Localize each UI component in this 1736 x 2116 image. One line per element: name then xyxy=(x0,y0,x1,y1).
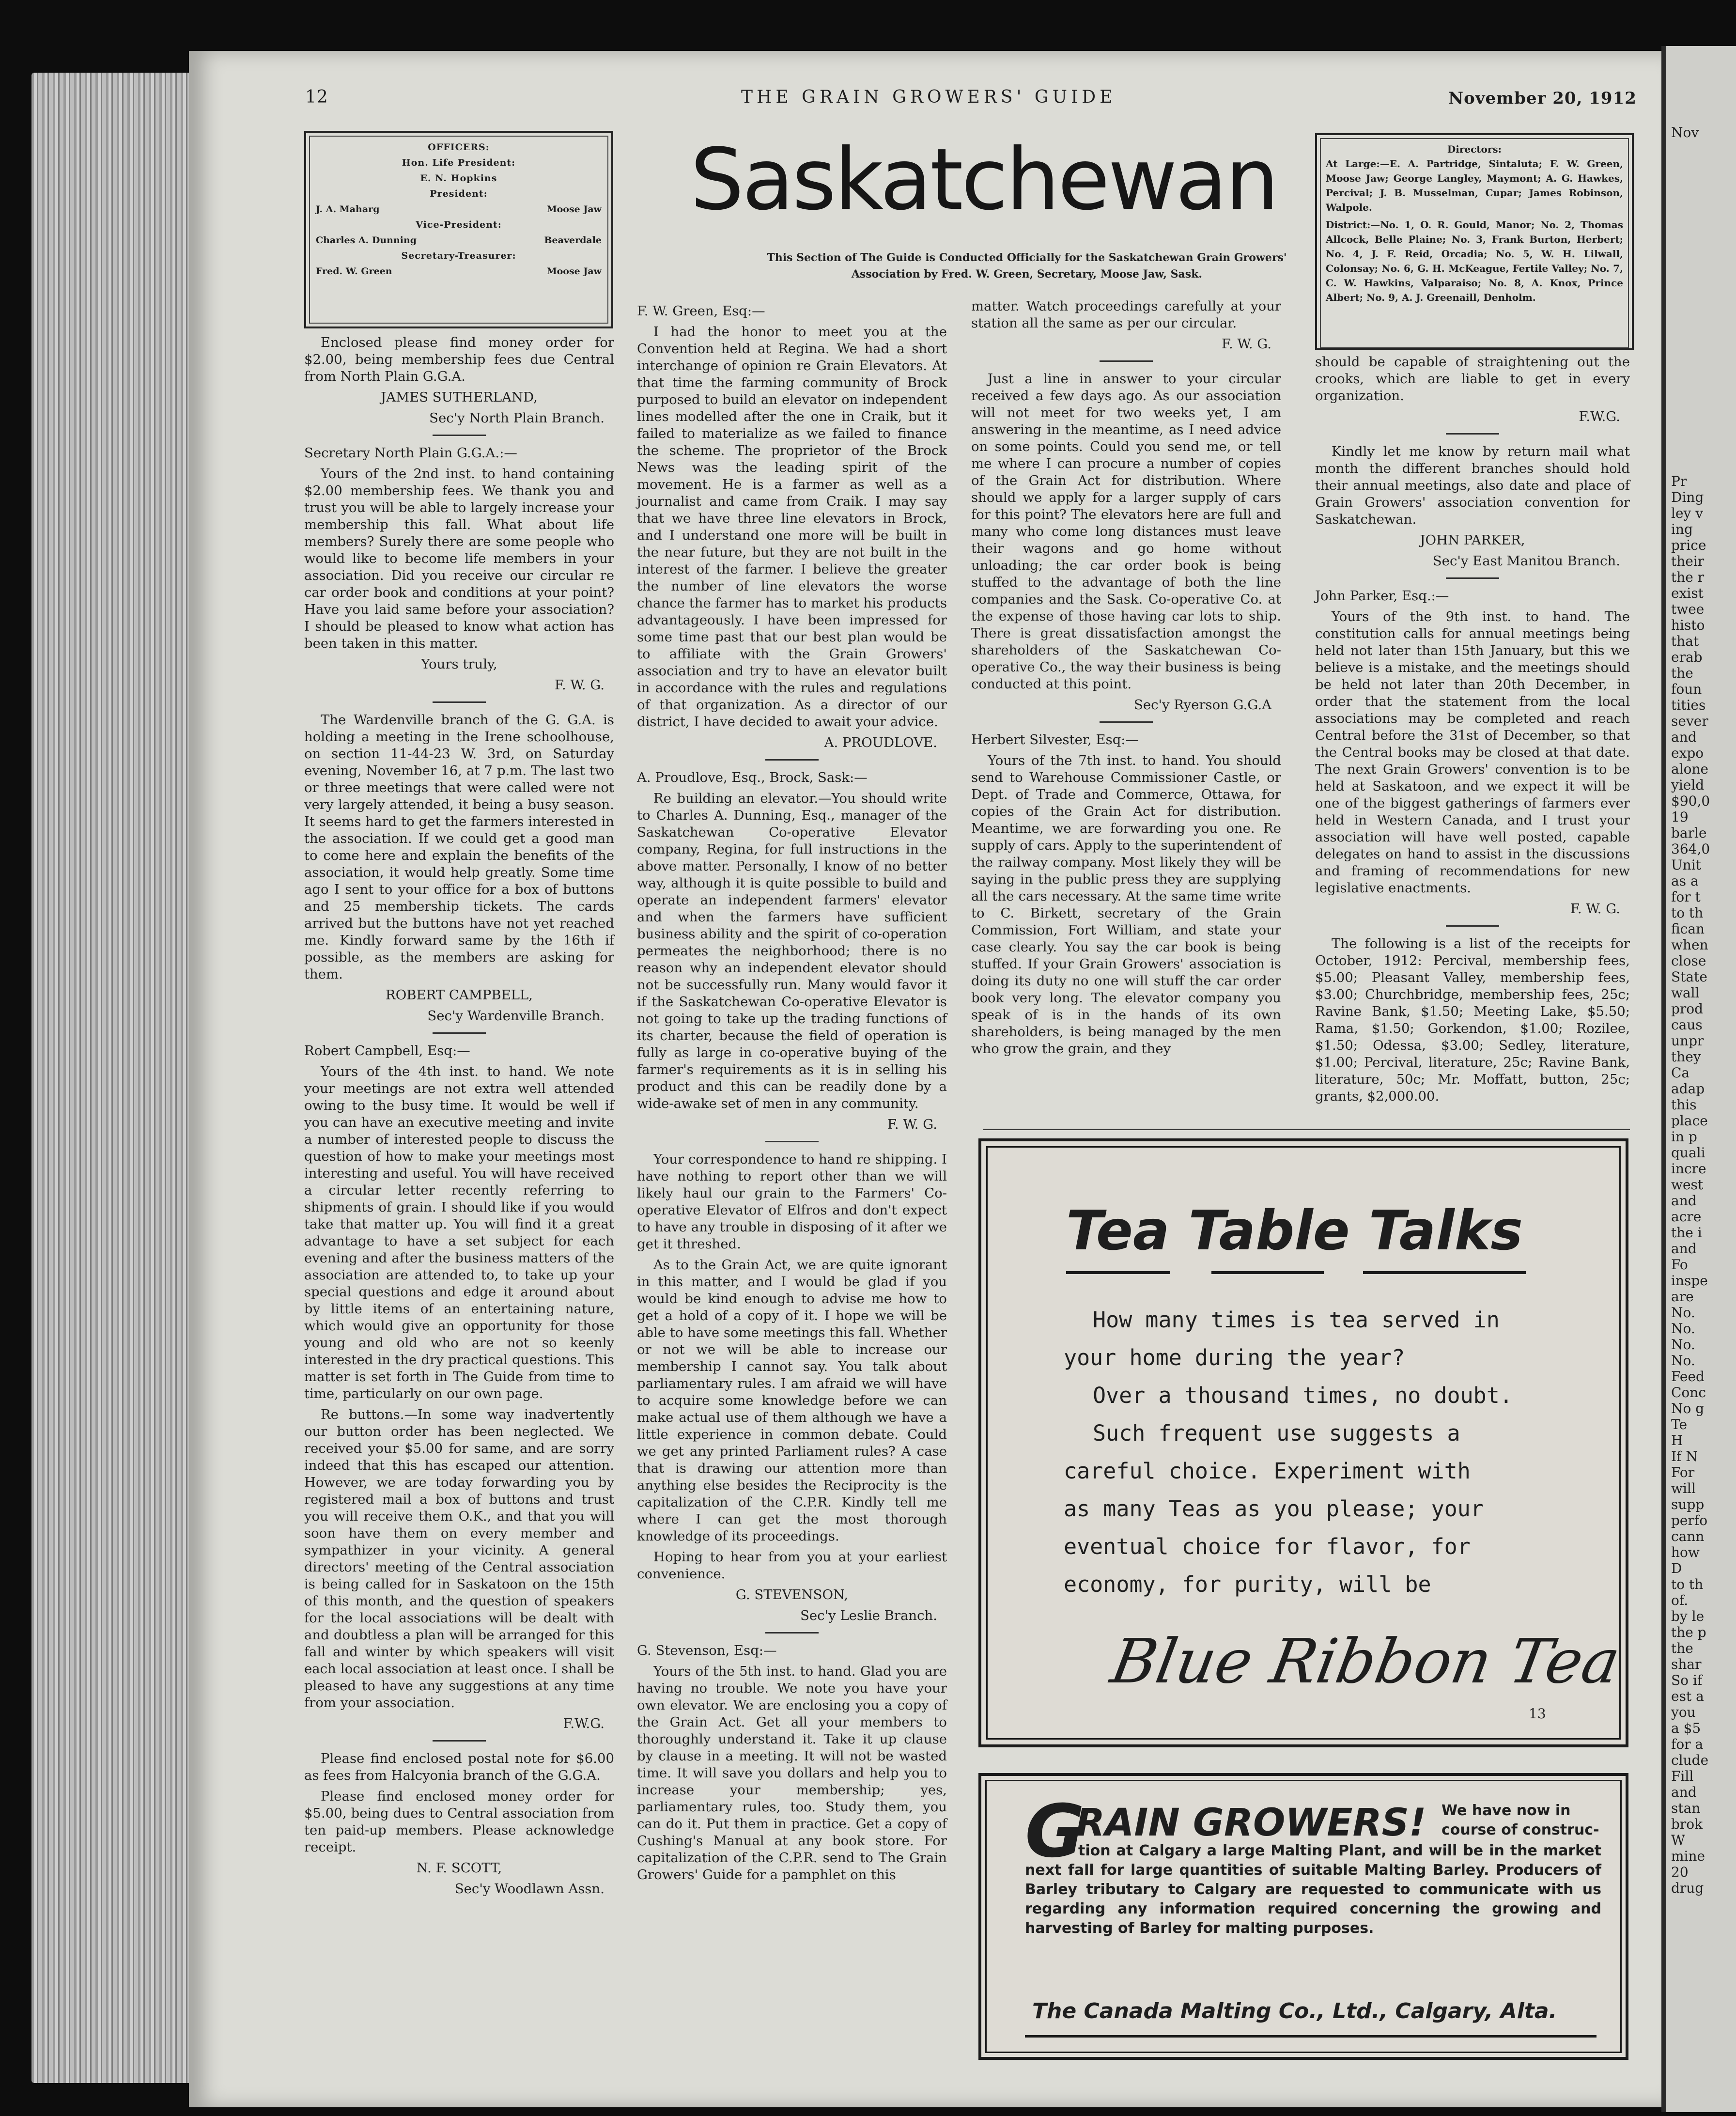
column-rule xyxy=(433,1032,486,1034)
next-page-line: clude xyxy=(1671,1752,1709,1768)
next-page-line: brok xyxy=(1671,1816,1703,1832)
paragraph: JOHN PARKER, xyxy=(1420,532,1525,548)
paragraph: ROBERT CAMPBELL, xyxy=(386,987,533,1003)
paragraph: F.W.G. xyxy=(1579,409,1620,424)
next-page-line: in p xyxy=(1671,1129,1697,1145)
next-page-line: No. xyxy=(1671,1305,1695,1321)
hon-president-label: Hon. Life President: xyxy=(402,157,516,168)
paragraph: Sec'y Leslie Branch. xyxy=(800,1608,937,1623)
next-page-line: No. xyxy=(1671,1321,1695,1337)
column-1 xyxy=(304,334,614,1901)
next-page-line: shar xyxy=(1671,1656,1702,1672)
paragraph: The following is a list of the receipts for October, 1912: Percival, membership fees, $5.00; Pleasant Valley, membership fees, $3.00; Churchbridge, membership fees, 25c; Ravine Bank, $1.50; Meeting Lake, $5.50; Rama, $1.50; Gorkendon, $1.00; Rozilee, $1.50; Odessa, $3.00; Sedley, literature, $1.00; Percival, literature, 25c; Ravine Bank, literature, 50c; Mr. Moffatt, button, 25c; grants, $2,000.00. xyxy=(1315,936,1630,1104)
next-page-line: close xyxy=(1671,953,1706,969)
next-page-line: D xyxy=(1671,1560,1682,1576)
next-page-line: est a xyxy=(1671,1688,1704,1704)
paragraph: F. W. Green, Esq:— xyxy=(637,303,765,319)
president-label: President: xyxy=(430,188,488,199)
paragraph: Your correspondence to hand re shipping. I have nothing to report other than we will likely haul our grain to the Farmers' Co-operative Elevator of Elfros and don't expect to have any trouble in disposing of it after we get it threshed. xyxy=(637,1151,947,1252)
next-page-line: If N xyxy=(1671,1448,1698,1464)
next-page-line: Feed xyxy=(1671,1369,1705,1385)
paragraph: Herbert Silvester, Esq:— xyxy=(971,732,1139,747)
next-page-line: State xyxy=(1671,969,1707,985)
next-page-line: Conc xyxy=(1671,1385,1706,1400)
column-rule xyxy=(433,1740,486,1742)
paragraph: Hoping to hear from you at your earliest convenience. xyxy=(637,1549,947,1582)
column-3 xyxy=(971,298,1281,1061)
next-page-line: No. xyxy=(1671,1353,1695,1369)
paragraph: F.W.G. xyxy=(563,1716,604,1731)
next-page-date-fragment: Nov xyxy=(1671,124,1699,140)
paragraph: should be capable of straightening out the crooks, which are liable to get in every organization. xyxy=(1315,354,1630,404)
paragraph: A. Proudlove, Esq., Brock, Sask:— xyxy=(637,770,868,785)
next-page-line: No. xyxy=(1671,1337,1695,1353)
paragraph: Sec'y Wardenville Branch. xyxy=(427,1008,604,1024)
next-page-line: prod xyxy=(1671,1001,1704,1017)
next-page-line: wall xyxy=(1671,985,1700,1001)
next-page-line: perfo xyxy=(1671,1512,1708,1528)
directors-title: Directors: xyxy=(1447,143,1502,155)
next-page-line: So if xyxy=(1671,1672,1703,1688)
bound-pages-edge xyxy=(31,73,191,2083)
newspaper-page xyxy=(189,51,1664,2107)
paragraph: Yours of the 9th inst. to hand. The constitution calls for annual meetings being held not later than 15th January, but this we believe is a mistake, and the meetings should be held not later than 20th December, in order that the statement from the local associations may be completed and reach Central before the 31st of December, so that the Central books may be closed at that date. The next Grain Growers' convention is to be held at Saskatoon, and we expect it will be one of the biggest gatherings of farmers ever held in Western Canada, and I trust your association will have well posted, capable delegates on hand to assist in the discussions and framing of recommendations for new legislative enactments. xyxy=(1315,609,1630,896)
column-rule xyxy=(765,1141,819,1142)
next-page-line: Fill xyxy=(1671,1768,1694,1784)
next-page-line: cann xyxy=(1671,1528,1705,1544)
blue-ribbon-tea-logo: Blue Ribbon Tea xyxy=(1106,1626,1626,1697)
next-page-line: Fo xyxy=(1671,1257,1688,1273)
next-page-line: the i xyxy=(1671,1225,1702,1241)
paragraph: Robert Campbell, Esq:— xyxy=(304,1043,470,1058)
secretary-label: Secretary-Treasurer: xyxy=(401,250,516,261)
next-page-line: the r xyxy=(1671,569,1705,585)
directors-district: District:—No. 1, O. R. Gould, Manor; No. 2, Thomas Allcock, Belle Plaine; No. 3, Frank Burton, Herbert; No. 4, J. F. Reid, Orcadia; No. 5, W. H. Lilwall, Colonsay; No. 6, G. H. McKeague, Fertile Valley; No. 7, C. W. Hawkins, Valparaiso; No. 8, A. Knox, Prince Albert; No. 9, A. J. Greenaill, Denholm. xyxy=(1326,219,1623,303)
next-page-line: 364,0 xyxy=(1671,841,1710,857)
next-page-line: will xyxy=(1671,1480,1696,1496)
grain-ad-bottom-rule xyxy=(1025,2035,1596,2038)
section-subtitle: This Section of The Guide is Conducted Officially for the Saskatchewan Grain Growers' Association by Fred. W. Green, Secretary, Moose Jaw, Sask. xyxy=(767,251,1287,280)
directors-at-large: At Large:—E. A. Partridge, Sintaluta; F. W. Green, Moose Jaw; George Langley, Maymont; A. G. Hawkes, Percival; J. B. Musselman, Cupar; James Robinson, Walpole. xyxy=(1326,158,1623,213)
column-rule xyxy=(1446,577,1499,579)
next-page-line: foun xyxy=(1671,681,1702,697)
paragraph: N. F. SCOTT, xyxy=(416,1860,502,1876)
next-page-line: and xyxy=(1671,1241,1697,1257)
vice-president-row: Charles A. Dunning Beaverdale xyxy=(316,235,602,246)
section-title: Saskatchewan xyxy=(690,131,1277,229)
next-page-line: sever xyxy=(1671,713,1708,729)
next-page-line: for a xyxy=(1671,1736,1704,1752)
next-page-line: quali xyxy=(1671,1145,1705,1161)
next-page-line: incre xyxy=(1671,1161,1706,1177)
next-page-line: ing xyxy=(1671,521,1693,537)
paragraph: Secretary North Plain G.G.A.:— xyxy=(304,445,517,461)
paragraph: Yours of the 5th inst. to hand. Glad you are having no trouble. We note you have your own elevator. We are enclosing you a copy of the Grain Act. Get all your members to thoroughly understand it. Take it up clause by clause in a meeting. It will not be wasted time. It will save you dollars and help you to increase your membership; yes, parliamentary rules, too. Study them, you can do it. Put them in practice. Get a copy of Cushing's Manual at any book store. For capitalization of the C.P.R. send to The Grain Growers' Guide for a pamphlet on this xyxy=(637,1664,947,1883)
paragraph: Sec'y East Manitou Branch. xyxy=(1432,553,1620,569)
paragraph: Re building an elevator.—You should write to Charles A. Dunning, Esq., manager of the Saskatchewan Co-operative Elevator company, Regina, for full instructions in the above matter. Personally, I know of no better way, although it is quite possible to build and operate an independent farmers' elevator and when the farmers have sufficient business ability and the spirit of co-operation permeates the neighborhood; there is no reason why an independent elevator should not be successfully run. Many would favor it if the Saskatchewan Co-operative Elevator is not going to take up the trading functions of its charter, because the field of operation is fully as large in co-operative buying of the farmer's requirements as it is in selling his product and this can be readily done by a wide-awake set of men in any community. xyxy=(637,791,947,1111)
next-page-line: Ca xyxy=(1671,1065,1690,1081)
next-page-line: how xyxy=(1671,1544,1700,1560)
next-page-line: you xyxy=(1671,1704,1696,1720)
next-page-line: For xyxy=(1671,1464,1695,1480)
next-page-line: unpr xyxy=(1671,1033,1704,1049)
hon-president-name: E. N. Hopkins xyxy=(420,173,497,184)
paragraph: The Wardenville branch of the G. G.A. is holding a meeting in the Irene schoolhouse, on section 11-44-23 W. 3rd, on Saturday evening, November 16, at 7 p.m. The last two or three meetings that were called were not very largely attended, it being a busy season. It seems hard to get the farmers interested in the association. If we could get a good man to come here and explain the benefits of the association, it would help greatly. Some time ago I sent to your office for a box of buttons and 25 membership tickets. The cards arrived but the buttons have not yet reached me. Kindly forward same by the 16th if possible, as the members are asking for them. xyxy=(304,712,614,982)
grain-ad-intro: We have now in course of construc- xyxy=(1442,1802,1599,1838)
next-page-line: by le xyxy=(1671,1608,1705,1624)
column-rule xyxy=(1100,721,1153,723)
next-page-line: Ding xyxy=(1671,489,1704,505)
next-page-fragment xyxy=(1661,46,1736,2112)
next-page-line: the p xyxy=(1671,1624,1706,1640)
next-page-line: as a xyxy=(1671,873,1699,889)
next-page-line: W xyxy=(1671,1832,1685,1848)
next-page-line: the xyxy=(1671,1640,1693,1656)
president-row: J. A. Maharg Moose Jaw xyxy=(316,204,602,215)
next-page-line: acre xyxy=(1671,1209,1702,1225)
next-page-line: barle xyxy=(1671,825,1707,841)
next-page-line: of. xyxy=(1671,1592,1689,1608)
paragraph: Yours of the 4th inst. to hand. We note your meetings are not extra well attended owing to the busy time. It would be well if you can have an executive meeting and invite a number of interested people to discuss the question of how to make your meetings most interesting and useful. You will have received a circular letter recently referring to shipments of grain. I should like if you would take that matter up. You will find it a great advantage to have a set subject for each evening and after the business matters of the association are attended to, to take up your special questions and edge it around about by little items of an entertaining nature, which would give an opportunity for those young and old who are not so keenly interested in the dry practical questions. This matter is set forth in The Guide from time to time, particularly on our own page. xyxy=(304,1064,614,1401)
next-page-line: and xyxy=(1671,1784,1697,1800)
officers-box xyxy=(304,131,613,328)
next-page-line: 20 xyxy=(1671,1864,1689,1880)
grain-ad-footer: The Canada Malting Co., Ltd., Calgary, Alta. xyxy=(1032,1999,1557,2023)
publication-title: THE GRAIN GROWERS' GUIDE xyxy=(741,87,1116,107)
ad-separator-rule xyxy=(983,1129,1630,1130)
tea-title-underline xyxy=(1066,1271,1170,1274)
officers-title: OFFICERS: xyxy=(428,142,490,153)
next-page-line: 19 xyxy=(1671,809,1689,825)
paragraph: Enclosed please find money order for $2.00, being membership fees due Central from North Plain G.G.A. xyxy=(304,335,614,384)
next-page-line: price xyxy=(1671,537,1706,553)
paragraph: Sec'y Ryerson G.G.A xyxy=(1134,697,1271,713)
next-page-line: this xyxy=(1671,1097,1697,1113)
paragraph: Sec'y North Plain Branch. xyxy=(429,410,604,426)
next-page-line: they xyxy=(1671,1049,1701,1065)
page-number: 12 xyxy=(305,87,328,107)
column-rule xyxy=(1446,433,1499,435)
next-page-line: caus xyxy=(1671,1017,1703,1033)
next-page-line: a $5 xyxy=(1671,1720,1701,1736)
column-rule xyxy=(1446,925,1499,927)
next-page-line: place xyxy=(1671,1113,1708,1129)
column-rule xyxy=(765,759,819,761)
next-page-line: and xyxy=(1671,729,1697,745)
column-4 xyxy=(1315,354,1630,1109)
paragraph: A. PROUDLOVE. xyxy=(824,735,937,750)
paragraph: G. Stevenson, Esq:— xyxy=(637,1643,777,1658)
next-page-line: stan xyxy=(1671,1800,1701,1816)
next-page-line: exist xyxy=(1671,585,1704,601)
next-page-line: yield xyxy=(1671,777,1705,793)
next-page-line: fican xyxy=(1671,921,1705,937)
vice-president-label: Vice-President: xyxy=(416,219,502,230)
next-page-line: are xyxy=(1671,1289,1694,1305)
tea-title-underline xyxy=(1363,1271,1526,1274)
next-page-line: $90,0 xyxy=(1671,793,1710,809)
paragraph: Just a line in answer to your circular received a few days ago. As our association will not meet for two weeks yet, I am answering in the meantime, as I need advice on some points. Could you send me, or tell me where I can procure a number of copies of the Grain Act for distribution. Where should we apply for a larger supply of cars for this point? The elevators here are full and many who come long distances must leave their wagons and go home without unloading; the car order book is being stuffed to the advantage of both the line companies and the Sask. Co-operative Co. at the expense of those having car lots to ship. There is great dissatisfaction amongst the shareholders of the Saskatchewan Co-operative Co., the way their business is being conducted at this point. xyxy=(971,371,1281,692)
paragraph: I had the honor to meet you at the Convention held at Regina. We had a short interchange of opinion re Grain Elevators. At that time the farming community of Brock purposed to build an elevator on independent lines modelled after the one in Craik, but it failed to materialize as we failed to finance the scheme. The proprietor of the Brock News was the leading spirit of the movement. He is a farmer as well as a journalist and came from Craik. I may say that we have three line elevators in Brock, and I understand one more will be built in the near future, but they are not built in the interest of the farmer. I believe the greater the number of line elevators the worse chance the farmer has to market his products advantageously. I have been impressed for some time past that our best plan would be to affiliate with the Grain Growers' association and try to have an elevator built in accordance with the rules and regulations of that organization. As a director of our district, I have decided to await your advice. xyxy=(637,324,947,730)
next-page-line: drug xyxy=(1671,1880,1704,1896)
tea-ad-title: Tea Table Talks xyxy=(1066,1199,1523,1262)
canada-malting-advertisement xyxy=(978,1773,1628,2060)
tea-title-underline xyxy=(1211,1271,1324,1274)
paragraph: Yours of the 2nd inst. to hand containing $2.00 membership fees. We thank you and trust you will be able to largely increase your membership this fall. What about life members? Surely there are some people who would like to become life members in your association. Did you receive our circular re car order book and conditions at your point? Have you laid same before your association? I should be pleased to know what action has been taken in this matter. xyxy=(304,466,614,651)
next-page-line: twee xyxy=(1671,601,1705,617)
paragraph: F. W. G. xyxy=(1222,336,1271,352)
grain-headline-initial: G xyxy=(1025,1789,1085,1874)
next-page-line: and xyxy=(1671,1193,1697,1209)
next-page-line: alone xyxy=(1671,761,1709,777)
paragraph: Re buttons.—In some way inadvertently our button order has been neglected. We received your $5.00 for same, and are sorry indeed that this has escaped our attention. However, we are today forwarding you by registered mail a box of buttons and trust you will receive them O.K., and that you will soon have them on every member and sympathizer in your vicinity. A general directors' meeting of the Central association is being called for in Saskatoon on the 15th of this month, and the question of speakers for the local associations will be dealt with and doubtless a plan will be arranged for this fall and winter by which speakers will visit each local association at least once. I shall be pleased to have any suggestions at any time from your association. xyxy=(304,1407,614,1711)
next-page-line: No g xyxy=(1671,1400,1705,1416)
next-page-line: west xyxy=(1671,1177,1704,1193)
next-page-line: expo xyxy=(1671,745,1704,761)
paragraph: F. W. G. xyxy=(555,677,604,693)
column-rule xyxy=(765,1632,819,1634)
column-rule xyxy=(433,701,486,703)
next-page-line: mine xyxy=(1671,1848,1705,1864)
next-page-line: erab xyxy=(1671,649,1703,665)
next-page-line: for t xyxy=(1671,889,1701,905)
next-page-line: Te xyxy=(1671,1416,1688,1432)
tea-advertisement xyxy=(978,1138,1628,1747)
next-page-line: supp xyxy=(1671,1496,1705,1512)
column-rule xyxy=(433,435,486,436)
directors-box xyxy=(1315,133,1634,350)
column-2 xyxy=(637,298,947,1887)
next-page-line: tities xyxy=(1671,697,1706,713)
next-page-line: to th xyxy=(1671,1576,1704,1592)
paragraph: Sec'y Woodlawn Assn. xyxy=(454,1881,604,1897)
paragraph: JAMES SUTHERLAND, xyxy=(381,389,538,405)
paragraph: F. W. G. xyxy=(887,1117,937,1132)
paragraph: Please find enclosed money order for $5.00, being dues to Central association from ten paid-up members. Please acknowledge receipt. xyxy=(304,1789,614,1855)
paragraph: Yours of the 7th inst. to hand. You should send to Warehouse Commissioner Castle, or Dept. of Trade and Commerce, Ottawa, for copies of the Grain Act for distribution. Meantime, we are forwarding you one. Re supply of cars. Apply to the superintendent of the railway company. Most likely they will be saying in the public press they are supplying all the cars necessary. At the same time write to C. Birkett, secretary of the Grain Commission, Fort William, and state your case clearly. You say the car book is being stuffed. If your Grain Growers' association is doing its duty no one will stuff the car order book very long. The elevator company you speak of is in the hands of its own shareholders, is being managed by the men who grow the grain, and they xyxy=(971,753,1281,1057)
next-page-line: their xyxy=(1671,553,1705,569)
column-rule xyxy=(1100,360,1153,362)
issue-date: November 20, 1912 xyxy=(1448,89,1637,108)
next-page-line: adap xyxy=(1671,1081,1705,1097)
next-page-line: Pr xyxy=(1671,473,1687,489)
paragraph: As to the Grain Act, we are quite ignorant in this matter, and I would be glad if you would be kind enough to advise me how to get a hold of a copy of it. I hope we will be able to have some meetings this fall. Whether or not we will be able to increase our membership I cannot say. You talk about parliamentary rules. I am afraid we will have to acquire some knowledge before we can make actual use of them although we have a little experience in common debate. Could we get any printed Parliament rules? A case that is drawing our attention more than anything else besides the Reciprocity is the capitalization of the C.P.R. Kindly tell me where I can get the most thorough knowledge of its proceedings. xyxy=(637,1257,947,1544)
next-page-line: Unit xyxy=(1671,857,1701,873)
ad-number: 13 xyxy=(1529,1706,1546,1722)
tea-ad-body: How many times is tea served in your home during the year? Over a thousand times, no doubt. Such frequent use suggests a careful choice. Experiment with as many Teas as you please; your eventual choice for flavor, for economy, for purity, will be xyxy=(1064,1307,1513,1597)
next-page-line: inspe xyxy=(1671,1273,1708,1289)
paragraph: John Parker, Esq.:— xyxy=(1315,588,1449,604)
secretary-row: Fred. W. Green Moose Jaw xyxy=(316,266,602,277)
next-page-line: that xyxy=(1671,633,1699,649)
paragraph: G. STEVENSON, xyxy=(735,1587,849,1603)
grain-headline: RAIN GROWERS! xyxy=(1076,1801,1426,1845)
next-page-line: when xyxy=(1671,937,1708,953)
next-page-line: the xyxy=(1671,665,1693,681)
paragraph: F. W. G. xyxy=(1570,901,1620,917)
paragraph: Kindly let me know by return mail what month the different branches should hold their annual meetings, also date and place of Grain Growers' association convention for Saskatchewan. xyxy=(1315,444,1630,527)
next-page-line: ley v xyxy=(1671,505,1704,521)
next-page-line: to th xyxy=(1671,905,1704,921)
paragraph: Yours truly, xyxy=(421,656,497,672)
paragraph: Please find enclosed postal note for $6.00 as fees from Halcyonia branch of the G.G.A. xyxy=(304,1751,614,1783)
next-page-line: H xyxy=(1671,1432,1683,1448)
grain-ad-body: tion at Calgary a large Malting Plant, and will be in the market next fall for large quantities of suitable Malting Barley. Producers of Barley tributary to Calgary are requested to communicate with us regarding any information required concerning the growing and harvesting of Barley for malting purposes. xyxy=(1025,1842,1601,1937)
paragraph: matter. Watch proceedings carefully at your station all the same as per our circular. xyxy=(971,298,1281,331)
next-page-line: histo xyxy=(1671,617,1705,633)
